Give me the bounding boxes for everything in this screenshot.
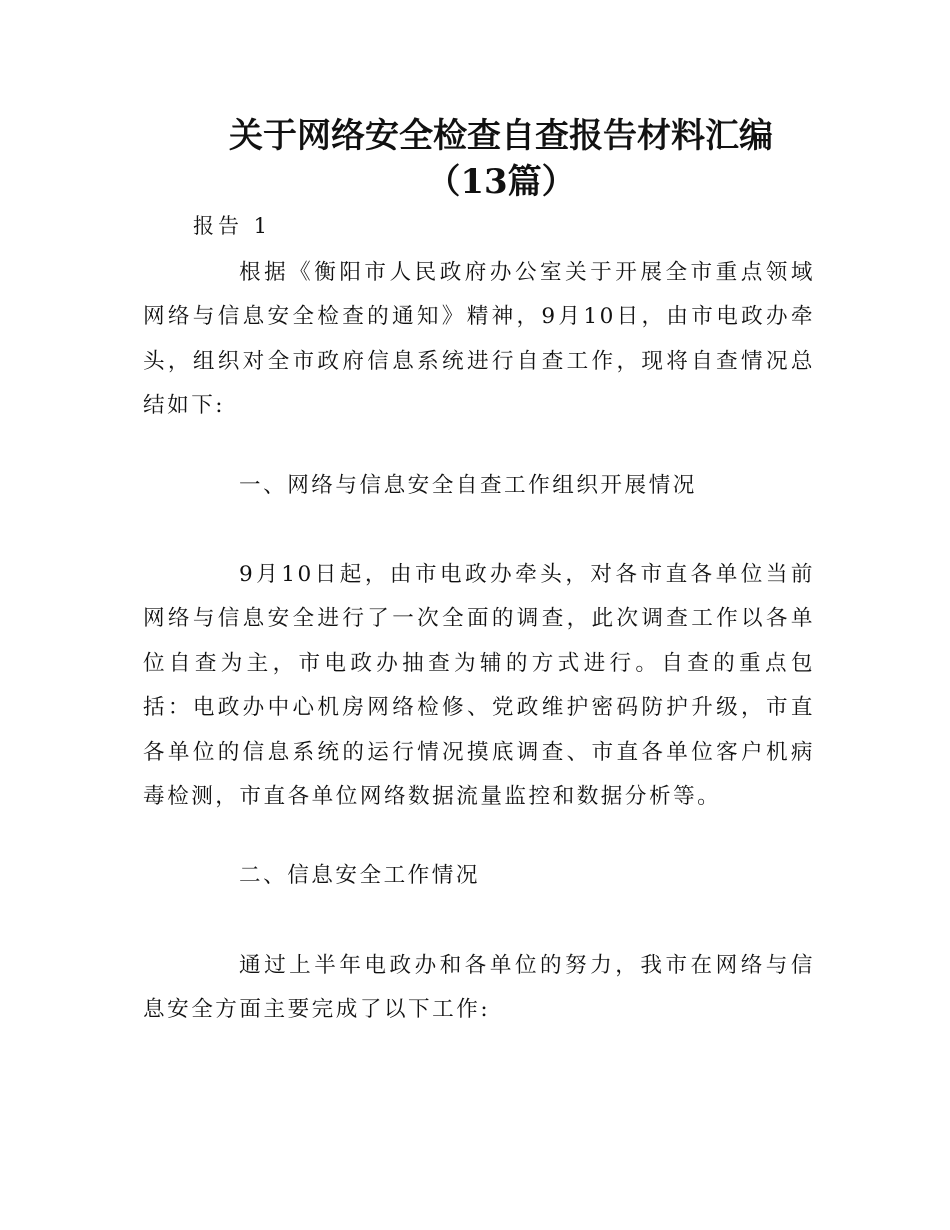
report-label: 报告 1 <box>193 214 272 238</box>
section-heading-1: 一、网络与信息安全自查工作组织开展情况 <box>239 473 697 498</box>
section-heading-2: 二、信息安全工作情况 <box>239 863 480 888</box>
paragraph-section-1: 9月10日起，由市电政办牵头，对各市直各单位当前网络与信息安全进行了一次全面的调查，此次调查工作以各单位自查为主，市电政办抽查为辅的方式进行。自查的重点包括：电政办中心机房网络检修、党政维护密码防护升级，市直各单位的信息系统的运行情况摸底调查、市直各单位客户机病毒检测，市直各单位网络数据流量监控和数据分析等。 <box>143 562 815 810</box>
paragraph-section-2: 通过上半年电政办和各单位的努力，我市在网络与信息安全方面主要完成了以下工作: <box>143 953 815 1023</box>
document-title-count: （13篇） <box>426 162 576 202</box>
paragraph-intro: 根据《衡阳市人民政府办公室关于开展全市重点领域网络与信息安全检查的通知》精神，9月10日，由市电政办牵头，组织对全市政府信息系统进行自查工作，现将自查情况总结如下: <box>143 260 815 419</box>
document-title: 关于网络安全检查自查报告材料汇编 <box>229 116 773 156</box>
